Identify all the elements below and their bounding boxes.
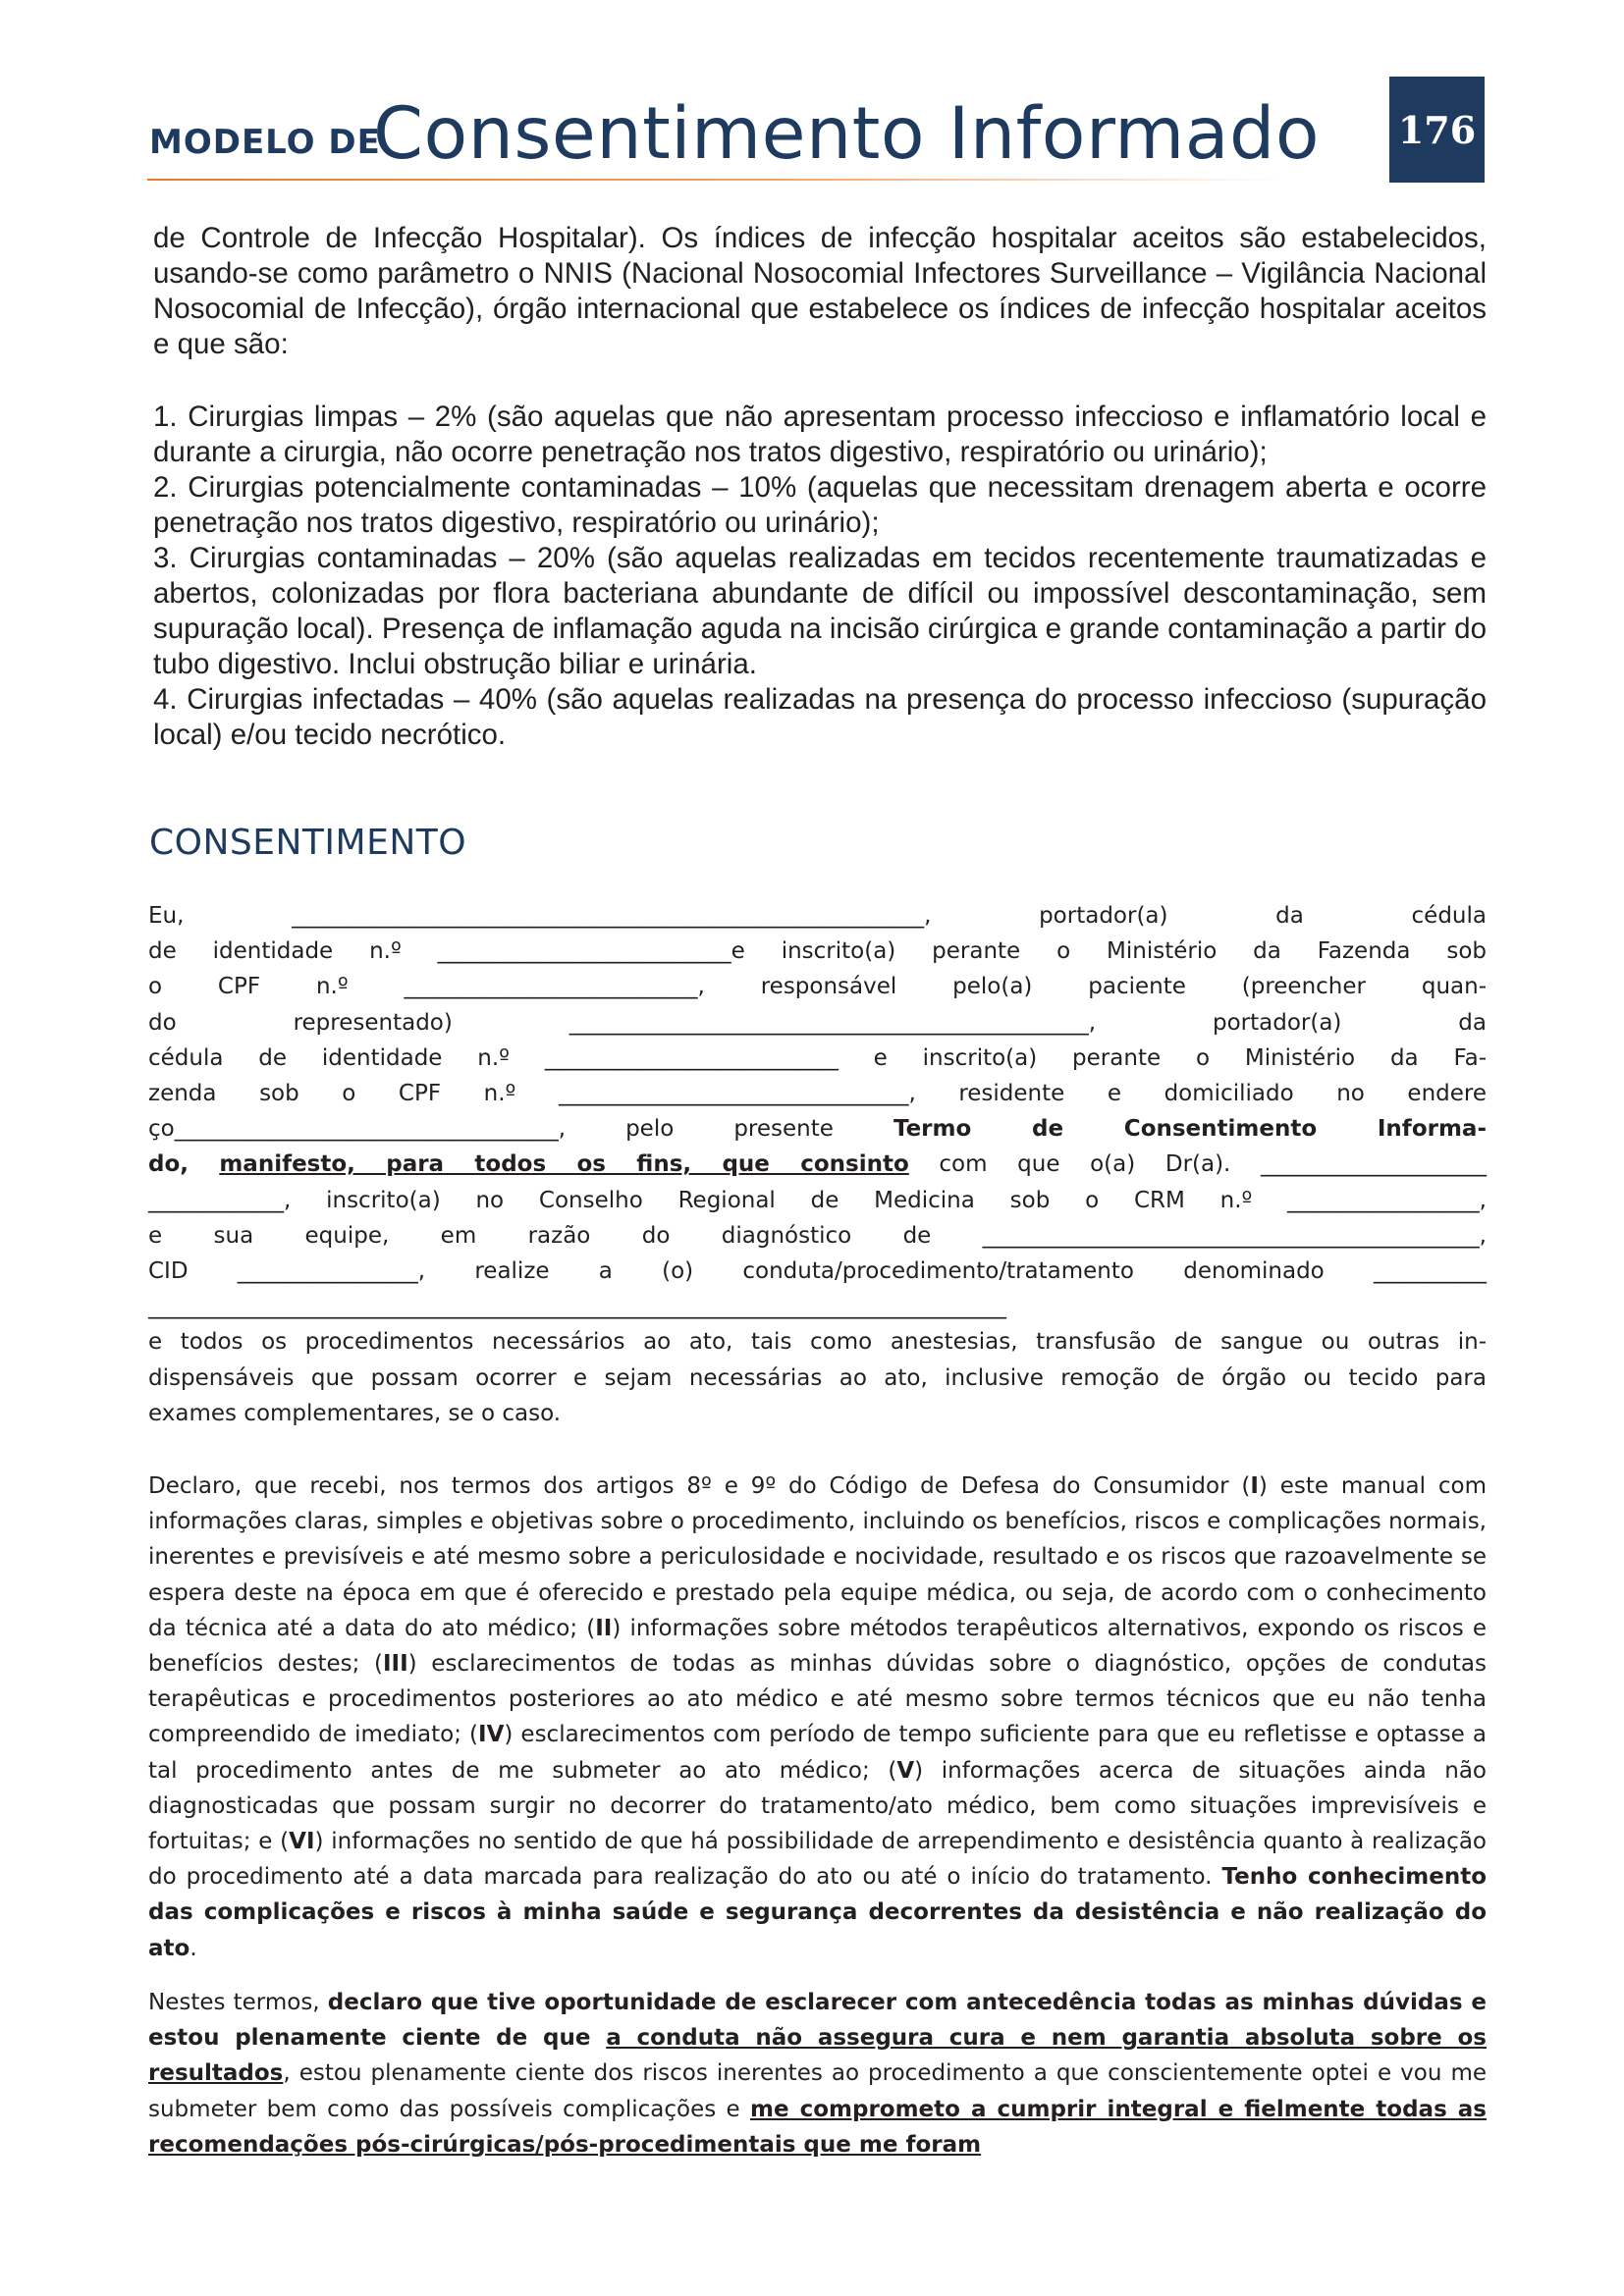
form-line: exames complementares, se o caso. [148, 1400, 562, 1426]
form-bold-text: do, [148, 1151, 220, 1178]
list-item: 2. Cirurgias potencialmente contaminadas – 10% (aquelas que necessitam drenagem aberta e ocorre penetração nos tratos digestivo, respiratório ou urinário); [153, 471, 1487, 539]
text-run: , estou plenamente ciente dos riscos inerentes ao procedimento a que conscientemente optei e vou me submeter bem como das possíveis complicações e [148, 2060, 1487, 2122]
header-title: Consentimento Informado [373, 92, 1321, 176]
roman-numeral: V [896, 1757, 915, 1784]
form-text: com que o(a) Dr(a). ____________________ [908, 1151, 1487, 1178]
roman-numeral: II [595, 1615, 613, 1641]
form-line: ____________________________________________________________________________ [148, 1294, 1006, 1320]
header-prefix: MODELO DE [149, 123, 381, 162]
text-run: ) esclarecimentos com período de tempo suficiente para que eu refletisse e optasse a tal procedimento antes de me submeter ao ato médico; ( [148, 1722, 1487, 1784]
header-divider [147, 179, 1286, 181]
roman-numeral: IV [478, 1722, 505, 1748]
section-title: CONSENTIMENTO [149, 823, 467, 863]
form-line: do representado) ______________________________________________, portador(a) da [148, 1009, 1487, 1036]
intro-text: de Controle de Infecção Hospitalar). Os índices de infecção hospitalar aceitos são estabelecidos, usando-se como parâmetro o NNIS (Nacional Nosocomial Infectores Surveillance – Vigilância Nacional Nosocomial de Infecção), órgão internacional que estabelece os índices de infecção hospitalar aceitos e que são: [153, 222, 1487, 360]
underlined-statement: me comprometo a cumprir integral e fielmente todas as recomendações pós-cirúrgicas/pós-procedimentais que me foram [148, 2096, 1487, 2158]
roman-numeral: I [1250, 1473, 1259, 1499]
text-run: ) esclarecimentos de todas as minhas dúvidas sobre o diagnóstico, opções de condutas terapêuticas e procedimentos posteriores ao ato médico e até mesmo sobre termos técnicos que eu não tenha compreendido de imediato; ( [148, 1651, 1487, 1748]
bold-statement: Tenho conhecimento das complicações e riscos à minha saúde e segurança decorrentes da desistência e não realização do ato [148, 1864, 1487, 1961]
text-run: ) informações acerca de situações ainda não diagnosticadas que possam surgir no decorrer do tratamento/ato médico, bem como situações imprevisíveis e fortuitas; e ( [148, 1757, 1488, 1855]
bold-statement: declaro que tive oportunidade de esclarecer com antecedência todas as minhas dúvidas e estou plenamente ciente de que [148, 1990, 1487, 2052]
form-line: de identidade n.º __________________________e inscrito(a) perante o Ministério da Fazenda sob [148, 938, 1487, 965]
form-line: zenda sob o CPF n.º _______________________________, residente e domiciliado no endere [148, 1081, 1487, 1107]
underlined-statement: a conduta não assegura cura e nem garantia absoluta sobre os resultados [148, 2025, 1487, 2087]
form-line: o CPF n.º __________________________, responsável pelo(a) paciente (preencher quan- [148, 974, 1487, 1000]
form-line: CID ________________, realize a (o) conduta/procedimento/tratamento denominado __________ [148, 1258, 1487, 1285]
form-line: dispensáveis que possam ocorrer e sejam necessárias ao ato, inclusive remoção de órgão ou tecido para [148, 1364, 1487, 1391]
form-line [148, 1111, 1487, 1147]
roman-numeral: III [382, 1651, 408, 1678]
declaration-text [148, 1468, 1487, 1966]
terms-text [148, 1985, 1487, 2163]
text-run: Declaro, que recebi, nos termos dos artigos 8º e 9º do Código de Defesa do Consumidor ( [148, 1473, 1251, 1499]
intro-paragraph [153, 221, 1487, 362]
list-item: 1. Cirurgias limpas – 2% (são aquelas que não apresentam processo infeccioso e inflamatório local e durante a cirurgia, não ocorre penetração nos tratos digestivo, respiratório ou urinário); [153, 400, 1487, 468]
page-header [147, 79, 1485, 187]
form-line: Eu, ________________________________________________________, portador(a) da cédula [148, 903, 1487, 929]
terms-paragraph [148, 1985, 1487, 2163]
form-line [148, 1147, 1487, 1182]
text-run: ) informações no sentido de que há possibilidade de arrependimento e desistência quanto à realização do procedimento até a data marcada para realização do ato ou até o início do tratamento. [148, 1829, 1487, 1891]
declaration-paragraph [148, 1468, 1487, 1966]
page-number-badge [1389, 77, 1485, 183]
roman-numeral: VI [289, 1829, 315, 1855]
consent-form [148, 898, 1487, 1431]
form-line: e sua equipe, em razão do diagnóstico de ____________________________________________, [148, 1222, 1487, 1249]
form-underlined-text: manifesto, para todos os fins, que consinto [219, 1151, 909, 1178]
list-item: 4. Cirurgias infectadas – 40% (são aquelas realizadas na presença do processo infeccioso (supuração local) e/ou tecido necrótico. [153, 683, 1487, 751]
text-run: Nestes termos, [148, 1990, 328, 2015]
text-run: . [189, 1935, 197, 1961]
form-bold-text: Termo de Consentimento Informa- [893, 1116, 1487, 1143]
text-run: ) este manual com informações claras, simples e objetivas sobre o procedimento, incluindo os benefícios, riscos e complicações normais, inerentes e previsíveis e até mesmo sobre a periculosidade e nocividade, resultado e os riscos que razoavelmente se espera deste na época em que é oferecido e prestado pela equipe médica, ou seja, de acordo com o conhecimento da técnica até a data do ato médico; ( [148, 1473, 1488, 1641]
form-line: e todos os procedimentos necessários ao ato, tais como anestesias, transfusão de sangue ou outras in- [148, 1329, 1487, 1356]
form-line: ____________, inscrito(a) no Conselho Regional de Medicina sob o CRM n.º _________________, [148, 1187, 1487, 1213]
text-run: ) informações sobre métodos terapêuticos alternativos, expondo os riscos e benefícios destes; ( [148, 1615, 1487, 1678]
page-number: 176 [1397, 107, 1477, 152]
form-text: ço__________________________________, pelo presente [148, 1116, 893, 1143]
list-item: 3. Cirurgias contaminadas – 20% (são aquelas realizadas em tecidos recentemente traumatizadas e abertos, colonizadas por flora bacteriana abundante de difícil ou impossível descontaminação, sem supuração local). Presença de inflamação aguda na incisão cirúrgica e grande contaminação a partir do tubo digestivo. Inclui obstrução biliar e urinária. [153, 542, 1487, 680]
form-line: cédula de identidade n.º __________________________ e inscrito(a) perante o Ministério da Fa- [148, 1044, 1487, 1071]
infection-rate-list [153, 400, 1487, 753]
